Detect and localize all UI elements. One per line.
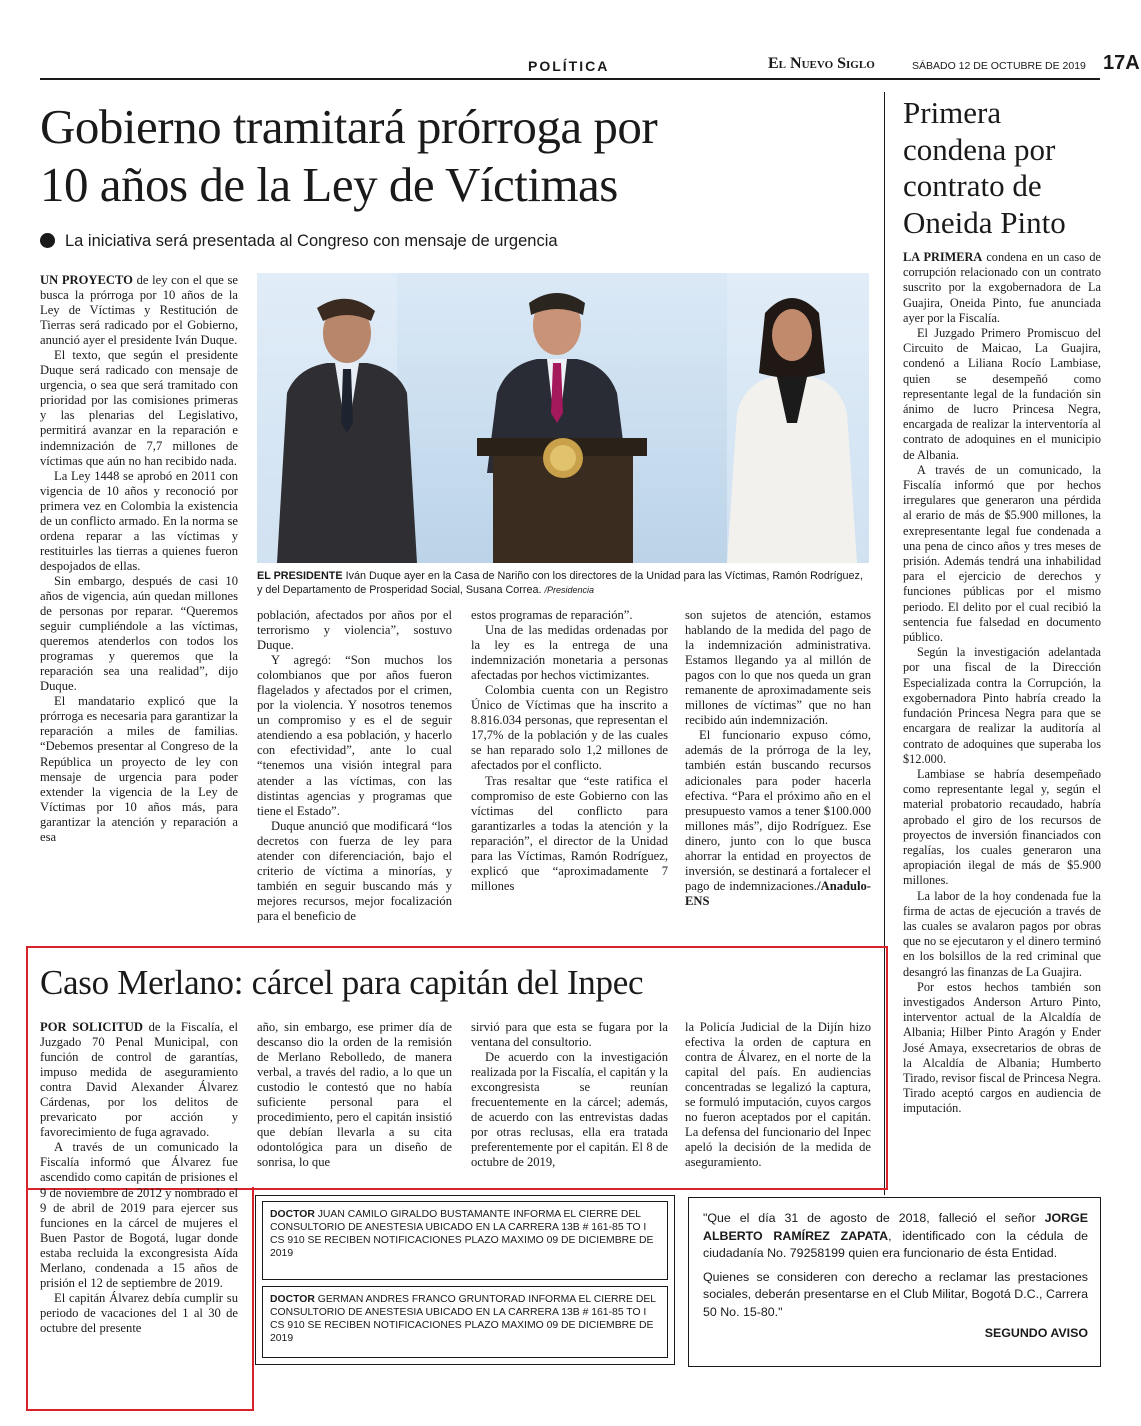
bullet-icon <box>40 233 55 248</box>
notice-1-text: JUAN CAMILO GIRALDO BUSTAMANTE INFORMA EL CIERRE DEL CONSULTORIO DE ANESTESIA UBICADO EN LA CARRERA 13B # 161-85 TO I CS 910 SE RECIBEN NOTIFICACIONES PLAZO MAXIMO 09 DE DICIEMBRE DE 2019 <box>270 1209 654 1259</box>
main-col4-p2: El funcionario expuso cómo, además de la prórroga de la ley, también están buscando recursos adicionales para poder hacerla efectiva. “Para el próximo año en el presupuesto vamos a tener $100.000 millones más”, dijo Rodríguez. Ese dinero, junto con lo que busca ahorrar la entidad en proyectos de inversión, se destinará a fortalecer el pago de indemnizaciones./Anadulo-ENS <box>685 728 871 908</box>
main-col1-p4: Sin embargo, después de casi 10 años de vigencia, aún quedan millones de personas por reparar. “Queremos seguir cumpliéndole a las víctimas, queremos atenderlos con todos los programas y queremos que la reparación sea una realidad”, dijo Duque. <box>40 573 238 694</box>
side-p2: El Juzgado Primero Promiscuo del Circuito de Maicao, La Guajira, condenó a Liliana Rocío Lambiase, quien se desempeñó como representante legal de la fundación sin ánimo de lucro Princesa Negra, encargada de realizar la interventoría al contrato de adoquines en el municipio de Albania. <box>903 326 1101 462</box>
caption-label: EL PRESIDENTE <box>257 570 343 582</box>
side-story-body <box>903 250 1101 1198</box>
notice-2-label: DOCTOR <box>270 1294 315 1305</box>
story-signoff: /Anadulo-ENS <box>685 878 871 908</box>
notice-box <box>262 1201 668 1280</box>
main-col1-p5: El mandatario explicó que la prórroga es necesaria para garantizar la reparación a miles de familias. “Debemos presentar al Congreso de la República un proyecto de ley con mensaje de urgencia para poder extender la vigencia de la Ley de Víctimas por 10 años más, para garantizar la atención y reparación a esa <box>40 694 238 844</box>
merlano-c1-p2: A través de un comunicado la Fiscalía informó que Álvarez fue ascendido como capitán de prisiones el 9 de noviembre de 2012 y nombrado el 9 de abril de 2019 para ejercer sus funciones en la cárcel de mujeres el Buen Pastor de Bogotá, lugar donde estaba recluida la excongresista Aída Merlano, condenada a 15 años de prisión el 12 de septiembre de 2019. <box>40 1140 238 1290</box>
press-photo <box>257 273 869 563</box>
merlano-c3-p1: sirvió para que esta se fugara por la ventana del consultorio. <box>471 1020 668 1050</box>
photo-caption <box>257 569 869 597</box>
side-headline: Primera condena por contrato de Oneida Pinto <box>903 95 1066 240</box>
side-p1: LA PRIMERA condena en un caso de corrupción relacionado con un contrato suscrito por la exgobernadora de La Guajira, Oneida Pinto, fue anunciada ayer por la Fiscalía. <box>903 250 1101 325</box>
main-col2-p2: Y agregó: “Son muchos los colombianos que por años fueron flagelados y afectados por el crimen, por la violencia. Y nosotros tenemos un compromiso y es el de seguir atendiendo a esa población, y hacerlo con efectividad”, ante lo cual “tenemos una visión integral para atender a las víctimas, con las distintas agencias y programas que tiene el Estado”. <box>257 653 452 818</box>
merlano-c3-p2: De acuerdo con la investigación realizada por la Fiscalía, el capitán y la excongresista se reunían frecuentemente en la cárcel; además, de acuerdo con las entrevistas dadas por otras reclusas, ella era tratada preferentemente por el capitán. El 8 de octubre de 2019, <box>471 1050 668 1170</box>
merlano-col-2 <box>257 1020 452 1182</box>
masthead: El Nuevo Siglo <box>768 55 875 72</box>
side-p3: A través de un comunicado, la Fiscalía informó que por hechos irregulares que generaron una pérdida al erario de más de $5.900 millones, la exrepresentante legal fue condenada a una pena de cinco años y tres meses de prisión. Además tendrá una inhabilidad para el ejercicio de derechos y funciones públicas por el mismo periodo. El delito por el cual recibió la sentencia fue falsedad en documento público. <box>903 462 1101 645</box>
main-col2-p3: Duque anunció que modificará “los decretos con fuerza de ley para atender con diferenciación, bajo el criterio de víctima a minorías, y también en seguir buscando más y mejores recursos, mejor focalización para el beneficio de <box>257 818 452 923</box>
notice-1-label: DOCTOR <box>270 1209 315 1220</box>
merlano-c1-p3: El capitán Álvarez debía cumplir su periodo de vacaciones del 1 al 30 de octubre del presente <box>40 1290 238 1335</box>
merlano-c4-p1: la Policía Judicial de la Dijín hizo efectiva la orden de captura en contra de Álvarez, en el norte de la capital del país. En audiencias concentradas se legalizó la captura, se formuló imputación, cuyos cargos no fueron aceptados por el capitán. La defensa del funcionario del Inpec apeló la decisión de la medida de aseguramiento. <box>685 1020 871 1170</box>
merlano-lead: POR SOLICITUD <box>40 1020 143 1034</box>
main-headline-line1: Gobierno tramitará prórroga por <box>40 99 658 154</box>
main-story-col-1 <box>40 273 238 943</box>
main-col1-p2: El texto, que según el presidente Duque será radicado con mensaje de urgencia, o sea que será tramitado con prioridad por las comisiones primeras y las plenarias del Legislativo, permitirá avanzar en la reparación e indemnización de 7,7 millones de víctimas que aún no han recibido nada. <box>40 348 238 468</box>
merlano-col-4 <box>685 1020 871 1182</box>
aviso-footer: SEGUNDO AVISO <box>984 1326 1088 1340</box>
main-col3-p3: Colombia cuenta con un Registro Único de Víctimas que ha inscrito a 8.816.034 personas, que representan el 17,7% de la población y de las cuales se han reparado solo 1,2 millones de afectados por el conflicto. <box>471 683 668 773</box>
side-lead: LA PRIMERA <box>903 250 983 264</box>
main-headline <box>40 98 870 214</box>
press-photo-illustration <box>257 273 869 563</box>
aviso-name: JORGE ALBERTO RAMÍREZ ZAPATA <box>703 1211 1088 1243</box>
main-col4-p1: son sujetos de atención, estamos hablando de la medida del pago de la indemnización administrativa. Estamos llegando ya al millón de pagos con lo que nos queda un gran remanente de aproximadamente seis millones de víctimas” que no han recibido aún indemnización. <box>685 608 871 728</box>
merlano-c2-p1: año, sin embargo, ese primer día de descanso dio la orden de la remisión de Merlano Rebolledo, de manera verbal, a través del radio, a lo que un custodio le contestó que no había suficiente personal para el procedimiento, pero el capitán insistió que debían llevarla a su cita odontológica para un diseño de sonrisa, lo que <box>257 1020 452 1170</box>
subhead <box>40 232 870 251</box>
merlano-c1-p1: POR SOLICITUD de la Fiscalía, el Juzgado 70 Penal Municipal, con función de control de garantías, impuso medida de aseguramiento contra David Alexander Álvarez Cárdenas, por los delitos de prevaricato por acción y favorecimiento de fuga agravado. <box>40 1020 238 1140</box>
main-col3-p1: estos programas de reparación”. <box>471 608 633 622</box>
header-date: SÁBADO 12 DE OCTUBRE DE 2019 <box>912 60 1086 72</box>
side-p6: La labor de la hoy condenada fue la firma de actas de ejecución a través de las cuales se avalaron pagos por obras que no se ejecutaron y el dinero terminó en los bolsillos de la red criminal que desangró las finanzas de La Guajira. <box>903 888 1101 979</box>
aviso-box <box>688 1197 1101 1367</box>
main-story-col-3 <box>471 608 668 943</box>
main-col3-p4: Tras resaltar que “este ratifica el compromiso de este Gobierno con las víctimas del conflicto para garantizarles a todas la atención y la reparación”, el director de la Unidad para las Víctimas, Ramón Rodríguez, explicó que “aproximadamente 7 millones <box>471 773 668 893</box>
main-story-col-4 <box>685 608 871 943</box>
notice-box <box>262 1286 668 1358</box>
side-p7: Por estos hechos también son investigados Anderson Arturo Pinto, interventor actual de la Alcaldía de Albania; Hilber Pinto Aragón y Ender José Amaya, exsecretarios de obras de la Alcaldía de Albania; Humberto Tirado, revisor fiscal de Princesa Negra. Tirado aceptó cargos en audiencia de imputación. <box>903 979 1101 1116</box>
main-headline-line2: 10 años de la Ley de Víctimas <box>40 157 618 212</box>
merlano-headline: Caso Merlano: cárcel para capitán del Inpec <box>40 963 644 1002</box>
main-col3-p2: Una de las medidas ordenadas por la ley es la entrega de una indemnización monetaria a personas afectadas por hechos victimizantes. <box>471 623 668 683</box>
side-p4: Según la investigación adelantada por una fiscal de la Dirección Especializada contra la Corrupción, la exgobernadora Pinto habría creado la fundación Princesa Negra para que se encargara de realizar la auditoría al contrato de adoquines que superaba los $12.000. <box>903 645 1101 766</box>
main-col1-p3: La Ley 1448 se aprobó en 2011 con vigencia de 10 años y reconoció por primera vez en Colombia la existencia de un conflicto armado. En la norma se ordena reparar a las víctimas y restituirles las tierras a quienes fueron despojados de ellas. <box>40 468 238 573</box>
photo-credit: /Presidencia <box>544 585 595 595</box>
caption-text: Iván Duque ayer en la Casa de Nariño con los directores de la Unidad para las Víctimas, Ramón Rodríguez, y del Departamento de Prosperidad Social, Susana Correa. <box>257 570 863 596</box>
page-number: 17A <box>1103 52 1140 74</box>
notice-2-text: GERMAN ANDRES FRANCO GRUNTORAD INFORMA EL CIERRE DEL CONSULTORIO DE ANESTESIA UBICADO EN LA CARRERA 13B # 161-85 TO I CS 910 SE RECIBEN NOTIFICACIONES PLAZO MAXIMO 09 DE DICIEMBRE DE 2019 <box>270 1294 656 1344</box>
merlano-col-3 <box>471 1020 668 1182</box>
aviso-p1: "Que el día 31 de agosto de 2018, falleció el señor JORGE ALBERTO RAMÍREZ ZAPATA, identificado con la cédula de ciudadanía No. 79258199 quien era funcionario de ésta Entidad. <box>703 1211 1088 1260</box>
section-label: POLÍTICA <box>528 58 610 74</box>
side-p5: Lambiase se habría desempeñado como representante legal y, según el material probatorio recaudado, habría aprobado el giro de los recursos de proyectos de inversión financiados con regalías, los cuales generaron una apropiación ilegal de más de $5.900 millones. <box>903 766 1101 888</box>
main-story-col-2 <box>257 608 452 943</box>
main-col2-p1: población, afectados por años por el terrorismo y violencia”, sostuvo Duque. <box>257 608 452 653</box>
merlano-col-1 <box>40 1020 238 1368</box>
main-lead: UN PROYECTO <box>40 273 133 287</box>
aviso-p2: Quienes se consideren con derecho a reclamar las prestaciones sociales, deberán presentarse en el Club Militar, Bogotá D.C., Carrera 50 No. 15-80." <box>703 1269 1088 1319</box>
subhead-text: La iniciativa será presentada al Congreso con mensaje de urgencia <box>65 232 558 250</box>
main-col1-p1: UN PROYECTO de ley con el que se busca la prórroga por 10 años de la Ley de Víctimas y Restitución de Tierras será radicado por el Gobierno, anunció ayer el presidente Iván Duque. <box>40 273 238 348</box>
podium-figure <box>477 438 647 563</box>
page-header <box>40 52 1140 80</box>
